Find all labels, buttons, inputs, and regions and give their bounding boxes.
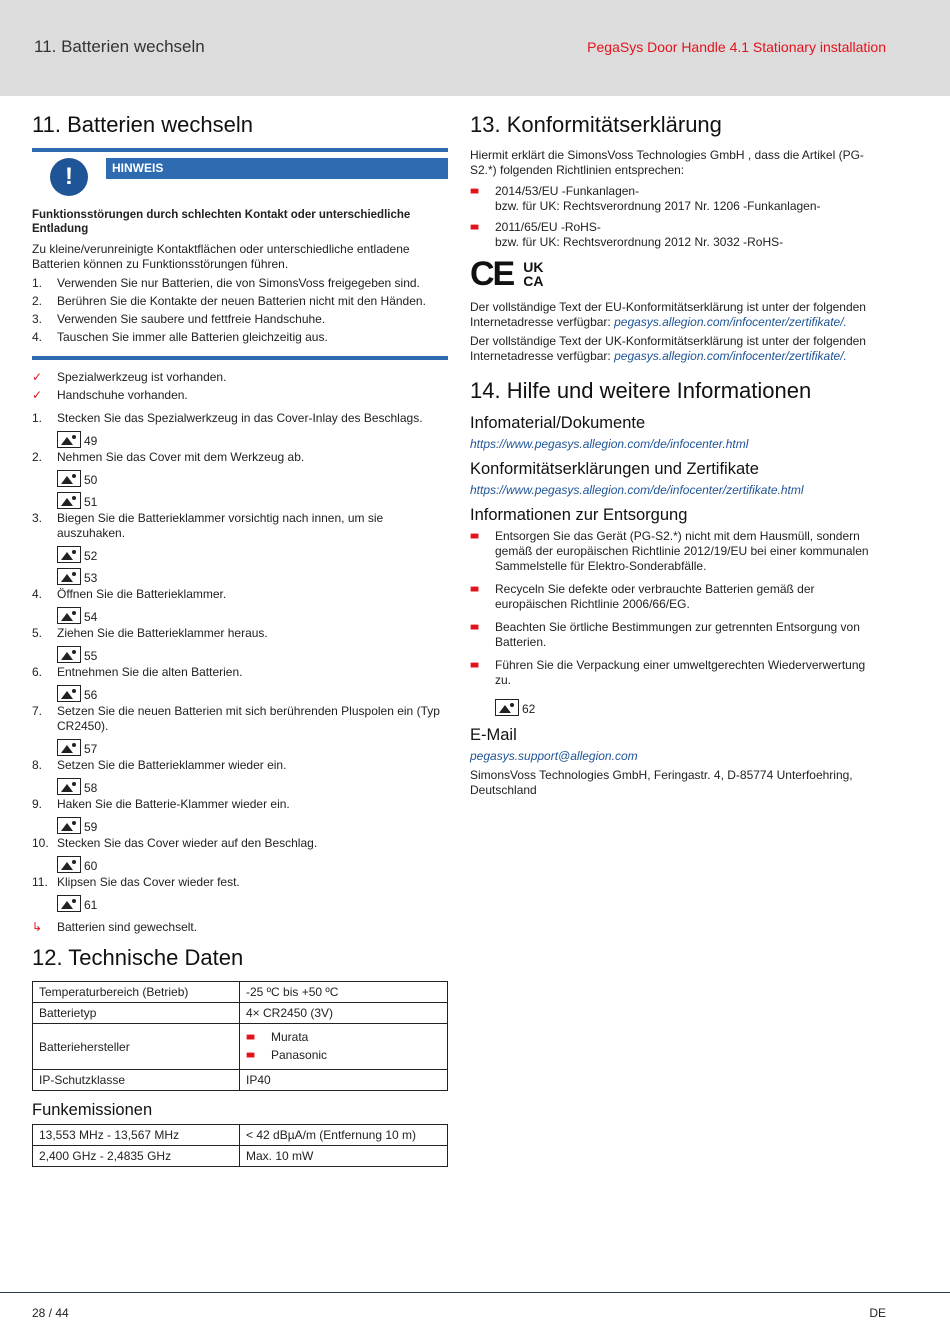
- step-number: 11.: [32, 875, 48, 889]
- image-icon: [57, 470, 81, 487]
- step-item: [32, 758, 448, 795]
- email-heading: E-Mail: [470, 726, 517, 744]
- disposal-text: Entsorgen Sie das Gerät (PG-S2.*) nicht mit dem Hausmüll, sondern gemäß der europäischen Richtlinie 2012/19/EU bei einer kommunalen Sammelstelle für Elektro-Sonderabfälle.: [495, 529, 869, 573]
- figure-number: 52: [84, 549, 98, 563]
- prerequisite-item: [32, 370, 448, 385]
- prerequisites-list: [32, 370, 448, 403]
- eu-declaration-link[interactable]: pegasys.allegion.com/infocenter/zertifikate/.: [614, 315, 847, 329]
- figure-reference: [57, 541, 448, 563]
- table-value: 4× CR2450 (3V): [240, 1003, 448, 1024]
- right-column: [470, 112, 880, 802]
- step-number: 5.: [32, 626, 43, 640]
- item-number: 2.: [32, 294, 43, 308]
- figure-reference: [57, 602, 448, 624]
- step-text: Entnehmen Sie die alten Batterien.: [57, 665, 243, 679]
- notice-item: [32, 294, 448, 309]
- result-arrow-icon: ↳: [32, 920, 43, 934]
- prerequisite-text: Handschuhe vorhanden.: [57, 388, 188, 402]
- image-icon: [57, 856, 81, 873]
- item-text: Berühren Sie die Kontakte der neuen Batterien nicht mit den Händen.: [57, 294, 426, 308]
- figure-number: 54: [84, 610, 98, 624]
- notice-item: [32, 276, 448, 291]
- step-line: [32, 511, 448, 541]
- manufacturer-name: Murata: [271, 1030, 309, 1044]
- step-text: Klipsen Sie das Cover wieder fest.: [57, 875, 240, 889]
- table-row: [33, 982, 448, 1003]
- bullet-icon: ■■: [470, 622, 477, 633]
- step-line: [32, 836, 448, 851]
- disposal-text: Führen Sie die Verpackung einer umweltgerechten Wiederverwertung zu.: [495, 658, 866, 687]
- directive-text: [495, 184, 821, 214]
- notice-title: Funktionsstörungen durch schlechten Kontakt oder unterschiedliche Entladung: [32, 209, 411, 235]
- directives-list: [470, 184, 880, 250]
- result-line: [32, 920, 448, 935]
- section-14-title: 14. Hilfe und weitere Informationen: [470, 378, 812, 403]
- figure-number: 62: [522, 702, 536, 716]
- bullet-icon: ■■: [470, 660, 477, 671]
- step-text: Ziehen Sie die Batterieklammer heraus.: [57, 626, 268, 640]
- figure-number: 53: [84, 571, 98, 585]
- prerequisite-text: Spezialwerkzeug ist vorhanden.: [57, 370, 227, 384]
- figure-reference: [57, 426, 448, 448]
- step-line: [32, 450, 448, 465]
- step-text: Setzen Sie die Batterieklammer wieder ein.: [57, 758, 287, 772]
- step-number: 8.: [32, 758, 43, 772]
- step-line: [32, 704, 448, 734]
- disposal-list: [470, 529, 880, 688]
- figure-reference: [57, 851, 448, 873]
- table-value: -25 ºC bis +50 ºC: [240, 982, 448, 1003]
- support-email-link[interactable]: pegasys.support@allegion.com: [470, 749, 638, 763]
- bullet-icon: ■■: [470, 584, 477, 595]
- page-number: 28 / 44: [32, 1306, 69, 1320]
- step-text: Setzen Sie die neuen Batterien mit sich berührenden Pluspolen ein (Typ CR2450).: [57, 704, 440, 733]
- figure-number: 50: [84, 473, 98, 487]
- notice-label: HINWEIS: [106, 158, 448, 179]
- bullet-icon: ■■: [246, 1050, 253, 1061]
- table-key: Batterietyp: [33, 1003, 240, 1024]
- bullet-icon: ■■: [470, 222, 477, 233]
- step-number: 2.: [32, 450, 43, 464]
- prerequisite-item: [32, 388, 448, 403]
- image-icon: [57, 646, 81, 663]
- section-11-title: 11. Batterien wechseln: [32, 112, 253, 137]
- figure-number: 61: [84, 898, 98, 912]
- notice-box: [32, 148, 448, 360]
- result-text: Batterien sind gewechselt.: [57, 920, 198, 934]
- directive-line: bzw. für UK: Rechtsverordnung 2012 Nr. 3032 -RoHS-: [495, 235, 784, 249]
- step-line: [32, 875, 448, 890]
- footer-divider: [0, 1292, 950, 1293]
- figure-reference: [57, 773, 448, 795]
- manufacturer-item: [246, 1048, 441, 1063]
- figure-number: 55: [84, 649, 98, 663]
- step-number: 9.: [32, 797, 43, 811]
- notice-list: [32, 276, 448, 345]
- disposal-text: Recyceln Sie defekte oder verbrauchte Batterien gemäß der europäischen Richtlinie 2006/66/EG.: [495, 582, 815, 611]
- table-value: [240, 1024, 448, 1070]
- info-heading: Infomaterial/Dokumente: [470, 414, 646, 432]
- item-number: 3.: [32, 312, 43, 326]
- figure-reference: [57, 563, 448, 585]
- directive-item: [470, 184, 880, 214]
- table-key: Temperaturbereich (Betrieb): [33, 982, 240, 1003]
- table-row: [33, 1070, 448, 1091]
- table-row: [33, 1146, 448, 1167]
- manufacturer-item: [246, 1030, 441, 1045]
- table-value: IP40: [240, 1070, 448, 1091]
- step-line: [32, 758, 448, 773]
- info-link[interactable]: https://www.pegasys.allegion.com/de/infocenter.html: [470, 437, 749, 451]
- language-code: DE: [869, 1306, 886, 1320]
- certificates-link[interactable]: https://www.pegasys.allegion.com/de/infocenter/zertifikate.html: [470, 483, 804, 497]
- disposal-item: [470, 582, 880, 612]
- step-text: Öffnen Sie die Batterieklammer.: [57, 587, 227, 601]
- step-item: [32, 797, 448, 834]
- item-text: Verwenden Sie saubere und fettfreie Handschuhe.: [57, 312, 326, 326]
- step-item: [32, 665, 448, 702]
- image-icon: [57, 492, 81, 509]
- image-icon: [57, 685, 81, 702]
- figure-number: 57: [84, 742, 98, 756]
- conformity-intro: Hiermit erklärt die SimonsVoss Technologies GmbH , dass die Artikel (PG-S2.*) folgenden Richtlinien entsprechen:: [470, 148, 864, 177]
- step-number: 3.: [32, 511, 43, 525]
- table-row: [33, 1125, 448, 1146]
- ce-mark-icon: CE: [470, 254, 514, 293]
- certificates-heading: Konformitätserklärungen und Zertifikate: [470, 460, 759, 478]
- conformity-marks: [470, 256, 880, 292]
- step-item: [32, 704, 448, 756]
- step-item: [32, 836, 448, 873]
- section-12-title: 12. Technische Daten: [32, 945, 244, 970]
- checkmark-icon: ✓: [32, 388, 43, 402]
- image-icon: [57, 778, 81, 795]
- step-number: 6.: [32, 665, 43, 679]
- step-text: Stecken Sie das Cover wieder auf den Beschlag.: [57, 836, 318, 850]
- table-key: 2,400 GHz - 2,4835 GHz: [33, 1146, 240, 1167]
- notice-text: Zu kleine/verunreinigte Kontaktflächen oder unterschiedliche entladene Batterien können zu Funktionsstörungen führen.: [32, 242, 410, 271]
- image-icon: [57, 739, 81, 756]
- left-column: [32, 112, 448, 1177]
- checkmark-icon: ✓: [32, 370, 43, 384]
- figure-reference: [495, 694, 880, 716]
- directive-line: 2014/53/EU -Funkanlagen-: [495, 184, 640, 198]
- step-item: [32, 511, 448, 585]
- step-number: 7.: [32, 704, 43, 718]
- step-line: [32, 665, 448, 680]
- image-icon: [57, 895, 81, 912]
- bullet-icon: ■■: [470, 186, 477, 197]
- step-number: 10.: [32, 836, 49, 850]
- step-item: [32, 450, 448, 509]
- figure-number: 49: [84, 434, 98, 448]
- uk-declaration-link[interactable]: pegasys.allegion.com/infocenter/zertifikate/.: [614, 349, 847, 363]
- uk-declaration-text: Der vollständige Text der UK-Konformitätserklärung ist unter der folgenden Internetadresse verfügbar: pegasys.allegion.com/infocenter/zertifikate/.: [470, 334, 866, 363]
- bullet-icon: ■■: [246, 1032, 253, 1043]
- figure-reference: [57, 812, 448, 834]
- radio-emissions-table: [32, 1124, 448, 1167]
- figure-number: 51: [84, 495, 98, 509]
- item-number: 1.: [32, 276, 43, 290]
- exclamation-icon: !: [50, 158, 88, 196]
- directive-line: bzw. für UK: Rechtsverordnung 2017 Nr. 1206 -Funkanlagen-: [495, 199, 821, 213]
- step-text: Stecken Sie das Spezialwerkzeug in das Cover-Inlay des Beschlags.: [57, 411, 423, 425]
- step-line: [32, 587, 448, 602]
- step-text: Nehmen Sie das Cover mit dem Werkzeug ab.: [57, 450, 305, 464]
- figure-number: 60: [84, 859, 98, 873]
- figure-reference: [57, 487, 448, 509]
- company-address: SimonsVoss Technologies GmbH, Feringastr. 4, D-85774 Unterfoehring, Deutschland: [470, 768, 853, 797]
- steps-list: [32, 411, 448, 912]
- table-value: < 42 dBµA/m (Entfernung 10 m): [240, 1125, 448, 1146]
- step-item: [32, 411, 448, 448]
- table-key: IP-Schutzklasse: [33, 1070, 240, 1091]
- page-header: [0, 0, 950, 96]
- disposal-item: [470, 658, 880, 688]
- notice-item: [32, 330, 448, 345]
- step-item: [32, 587, 448, 624]
- image-icon: [57, 431, 81, 448]
- tech-data-table: [32, 981, 448, 1091]
- item-text: Verwenden Sie nur Batterien, die von SimonsVoss freigegeben sind.: [57, 276, 420, 290]
- step-item: [32, 626, 448, 663]
- disposal-item: [470, 529, 880, 574]
- image-icon: [57, 817, 81, 834]
- figure-reference: [57, 465, 448, 487]
- step-line: [32, 626, 448, 641]
- table-value: Max. 10 mW: [240, 1146, 448, 1167]
- radio-emissions-title: Funkemissionen: [32, 1101, 153, 1119]
- bullet-icon: ■■: [470, 531, 477, 542]
- figure-reference: [57, 890, 448, 912]
- figure-reference: [57, 641, 448, 663]
- step-line: [32, 797, 448, 812]
- image-icon: [495, 699, 519, 716]
- table-key: Batteriehersteller: [33, 1024, 240, 1070]
- image-icon: [57, 546, 81, 563]
- ukca-mark-icon: UK CA: [523, 259, 544, 289]
- header-product: PegaSys Door Handle 4.1 Stationary installation: [587, 39, 886, 55]
- figure-number: 56: [84, 688, 98, 702]
- table-key: 13,553 MHz - 13,567 MHz: [33, 1125, 240, 1146]
- disposal-text: Beachten Sie örtliche Bestimmungen zur getrennten Entsorgung von Batterien.: [495, 620, 860, 649]
- table-row: [33, 1003, 448, 1024]
- disposal-heading: Informationen zur Entsorgung: [470, 506, 688, 524]
- notice-item: [32, 312, 448, 327]
- eu-declaration-text: Der vollständige Text der EU-Konformitätserklärung ist unter der folgenden Internetadresse verfügbar: pegasys.allegion.com/infocenter/zertifikate/.: [470, 300, 866, 329]
- figure-reference: [57, 734, 448, 756]
- directive-line: 2011/65/EU -RoHS-: [495, 220, 601, 234]
- item-text: Tauschen Sie immer alle Batterien gleichzeitig aus.: [57, 330, 328, 344]
- section-13-title: 13. Konformitätserklärung: [470, 112, 722, 137]
- image-icon: [57, 607, 81, 624]
- item-number: 4.: [32, 330, 43, 344]
- step-number: 1.: [32, 411, 43, 425]
- step-item: [32, 875, 448, 912]
- image-icon: [57, 568, 81, 585]
- table-row: [33, 1024, 448, 1070]
- figure-reference: [57, 680, 448, 702]
- disposal-item: [470, 620, 880, 650]
- directive-text: [495, 220, 783, 250]
- directive-item: [470, 220, 880, 250]
- step-line: [32, 411, 448, 426]
- step-number: 4.: [32, 587, 43, 601]
- header-chapter: 11. Batterien wechseln: [34, 37, 205, 56]
- step-text: Biegen Sie die Batterieklammer vorsichtig nach innen, um sie auszuhaken.: [57, 511, 384, 540]
- manufacturer-name: Panasonic: [271, 1048, 328, 1062]
- figure-number: 59: [84, 820, 98, 834]
- figure-number: 58: [84, 781, 98, 795]
- step-text: Haken Sie die Batterie-Klammer wieder ein.: [57, 797, 290, 811]
